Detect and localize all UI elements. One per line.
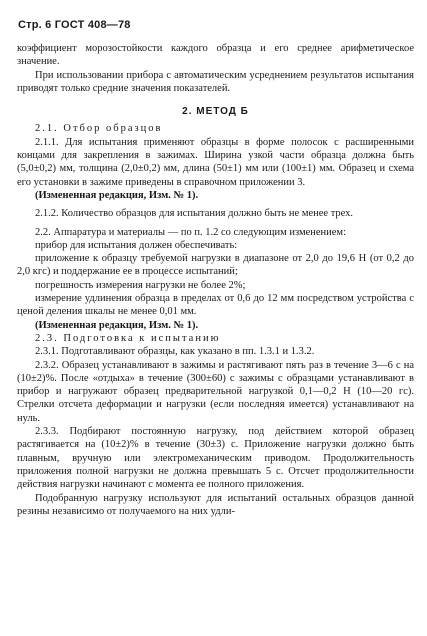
paragraph: измерение удлинения образца в пределах от 0,6 до 12 мм посредством устройства с ценой деления шкалы не менее 0,01 мм. [17,293,414,318]
paragraph: прибор для испытания должен обеспечивать: [35,239,238,251]
amendment-note: (Измененная редакция, Изм. № 1). [35,189,199,201]
paragraph: При использовании прибора с автоматическим усреднением результатов испытания приводят только средние значения показателей. [17,69,414,94]
amendment-note: (Измененная редакция, Изм. № 1). [35,319,199,331]
subsection-heading: 2.1. Отбор образцов [35,123,163,135]
subsection-heading: 2.3. Подготовка к испытанию [35,332,221,344]
document-body [17,42,414,518]
paragraph: 2.3.3. Подбирают постоянную нагрузку, под действием которой образец растягивается на (10±2)% в течение (30±3) с. Приложение нагрузки должно быть плавным, вручную или электромеханическим приводом. Продолжительность приложения полной нагрузки не должна превышать 5 с. Отсчет продолжительности действия нагрузки начинают с момента ее полного приложения. [17,426,414,491]
paragraph: 2.1.1. Для испытания применяют образцы в форме полосок с расширенными концами для закрепления в зажимах. Ширина узкой части образца должна быть (5,0±0,2) мм, толщина (2,0±0,2) мм, длина (50±1) мм или (100±1) мм. Образец и схема его установки в зажиме приведены в справочном приложении 3. [17,136,414,188]
paragraph: приложение к образцу требуемой нагрузки в диапазоне от 2,0 до 19,6 Н (от 0,2 до 2,0 кгс) и поддержание ее в процессе испытаний; [17,253,414,278]
page-header: Стр. 6 ГОСТ 408—78 [18,19,131,31]
paragraph: коэффициент морозостойкости каждого образца и его среднее арифметическое значение. [17,43,414,68]
paragraph: 2.2. Аппаратура и материалы — по п. 1.2 со следующим изменением: [35,226,346,238]
paragraph: 2.3.2. Образец устанавливают в зажимы и растягивают пять раз в течение 3—6 с на (10±2)%. После «отдыха» в течение (300±60) с зажимы с образцами устанавливают в прибор и нагружают образец предварительной нагрузкой 0,1—0,2 Н (10—20 гс). Стрелки отсчета деформации и нагрузки (если последняя имеется) устанавливают на нуль. [17,359,414,424]
paragraph: 2.3.1. Подготавливают образцы, как указано в пп. 1.3.1 и 1.3.2. [35,346,315,358]
paragraph: Подобранную нагрузку используют для испытаний остальных образцов данной резины независимо от получаемого на них удли- [17,492,414,517]
paragraph: погрешность измерения нагрузки не более 2%; [35,279,246,291]
paragraph: 2.1.2. Количество образцов для испытания должно быть не менее трех. [35,208,354,220]
section-heading: 2. МЕТОД Б [182,106,249,118]
